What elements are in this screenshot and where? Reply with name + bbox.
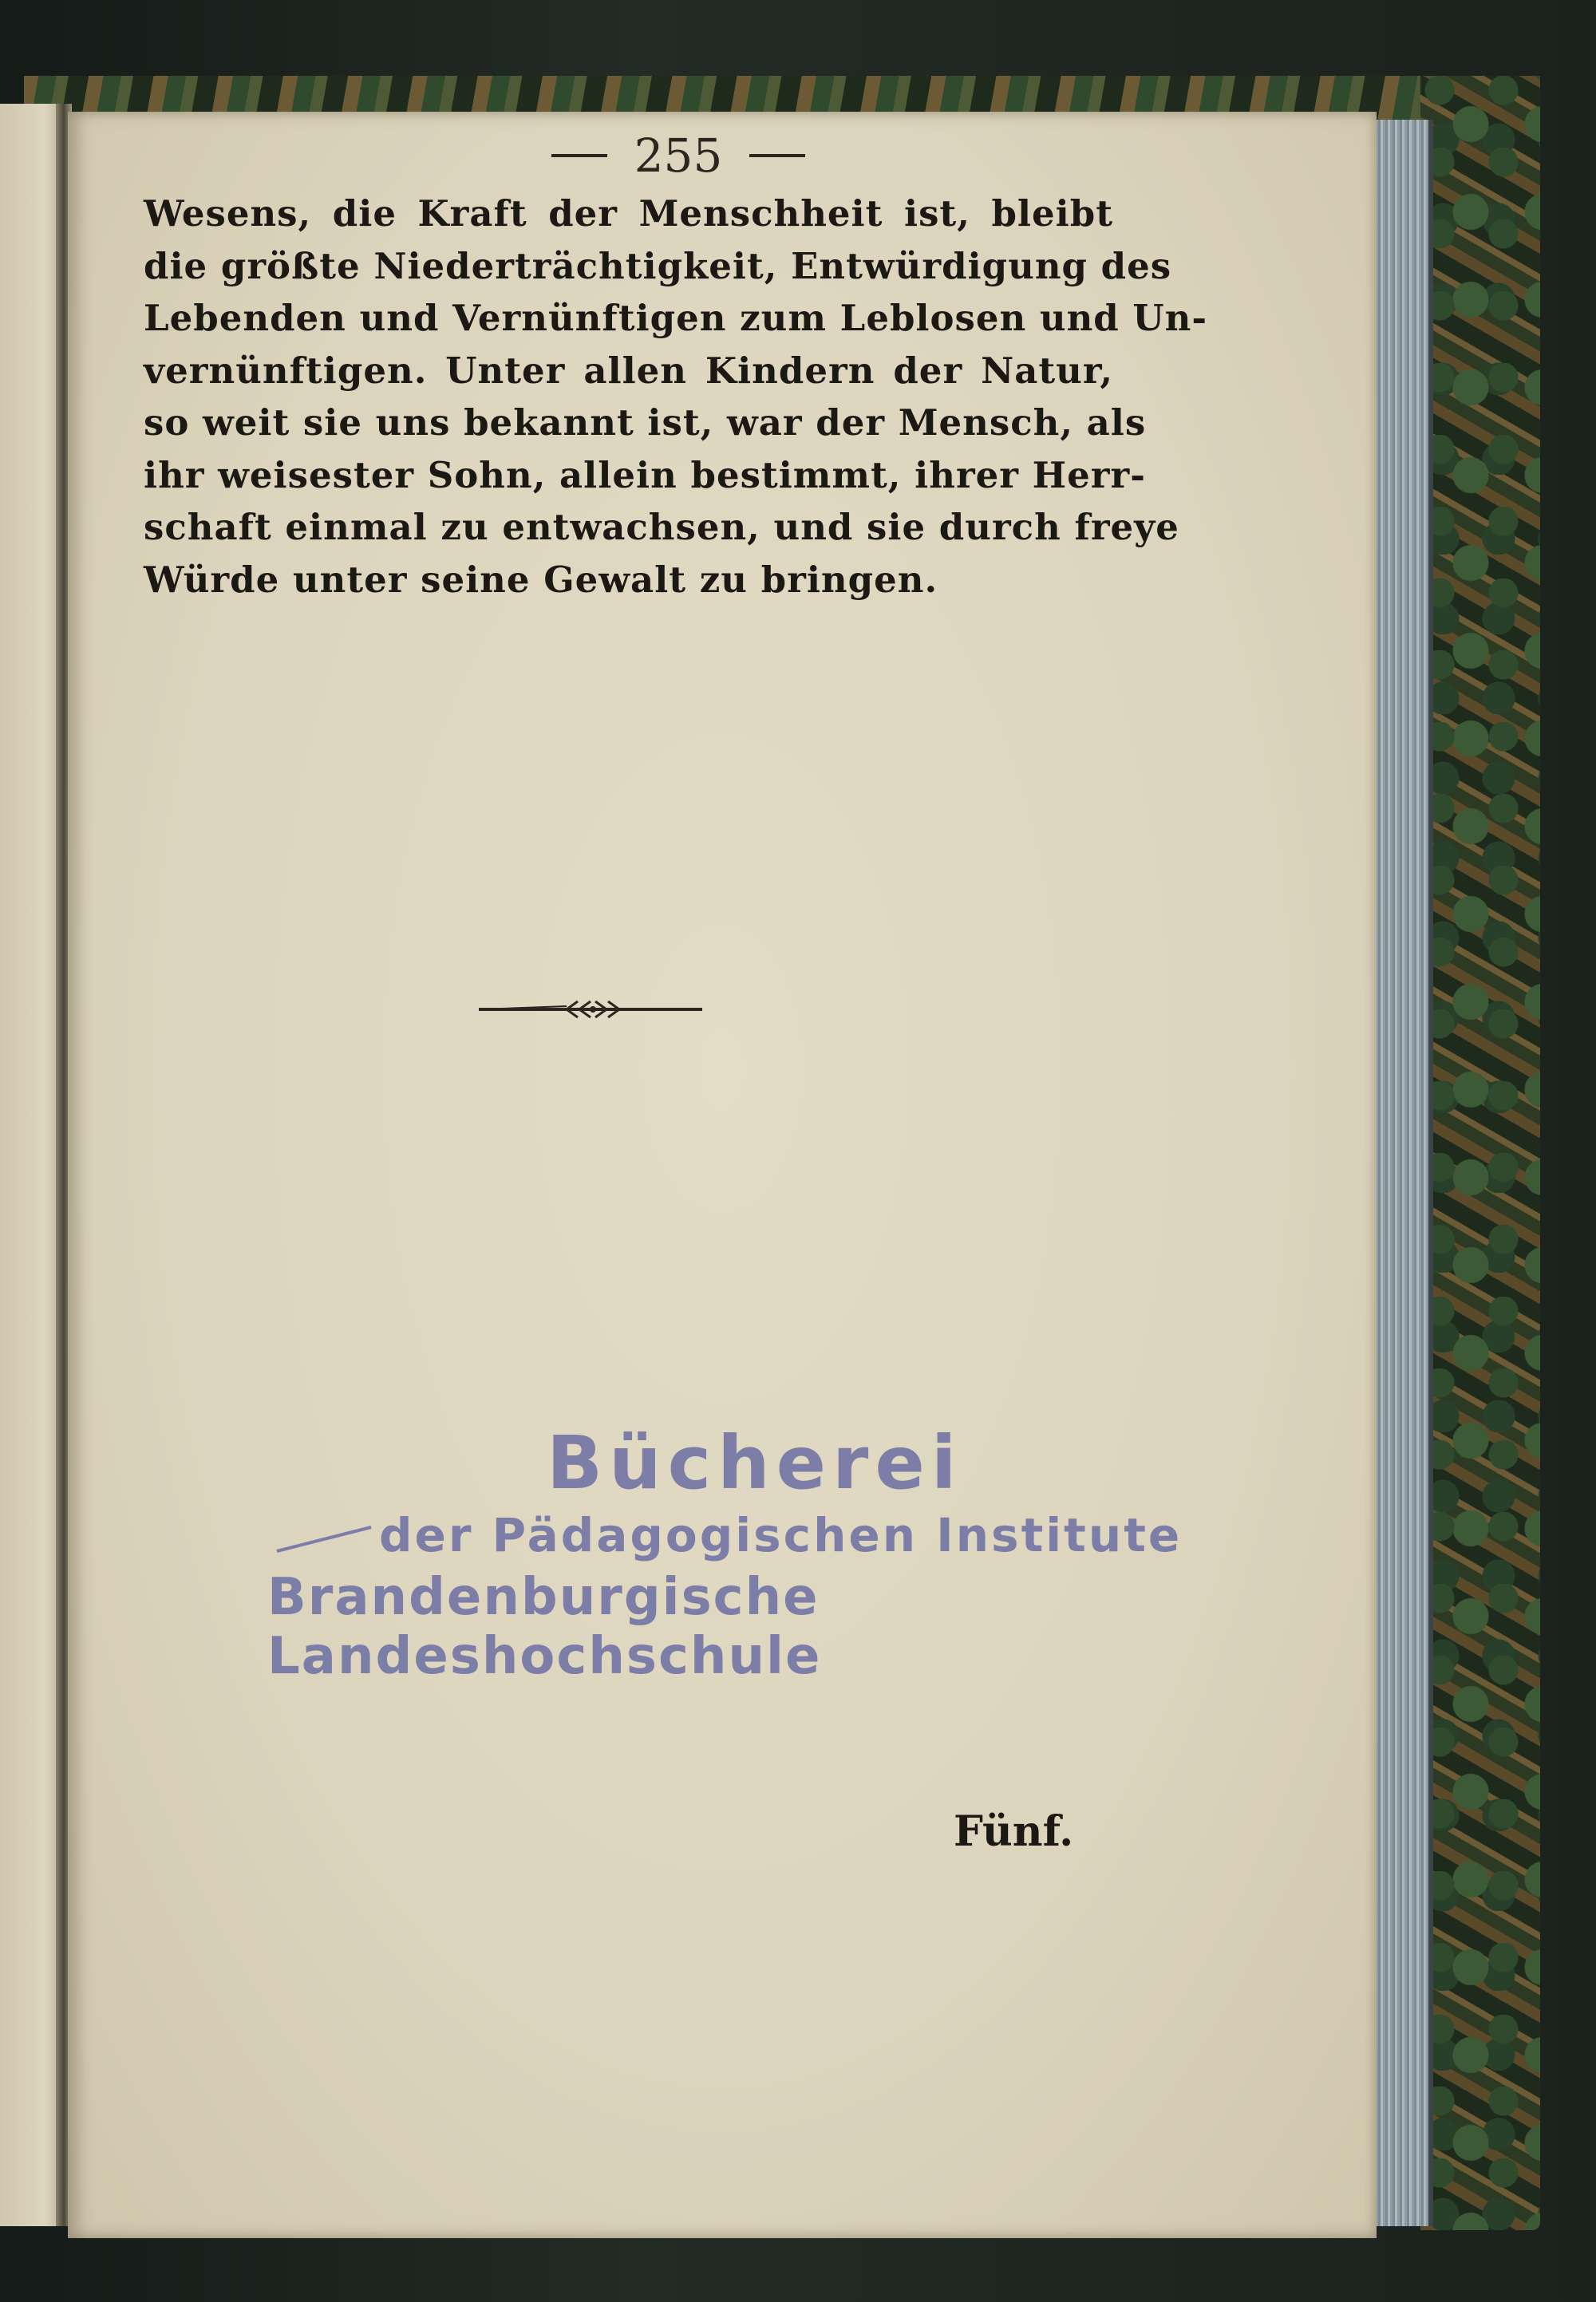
text-line: schaft einmal zu entwachsen, und sie durch freye [144, 506, 1179, 548]
catchword: Fünf. [954, 1807, 1074, 1856]
stamp-line-1: Bücherei [547, 1420, 963, 1506]
stamp-line-2: der Pädagogischen Institute [379, 1508, 1183, 1562]
text-line: die größte Niederträchtigkeit, Entwürdigung des [144, 244, 1172, 287]
header-dash-right [749, 154, 805, 157]
page-edges [1371, 120, 1433, 2226]
text-line: Würde unter seine Gewalt zu bringen. [144, 558, 938, 601]
text-line: vernünftigen. Unter allen Kindern der Natur, [144, 349, 1113, 392]
page-number: 255 [634, 128, 723, 183]
stamp-stroke-icon [275, 1522, 379, 1554]
library-stamp [188, 1420, 1225, 1686]
text-line: Lebenden und Vernünftigen zum Leblosen und Un- [144, 297, 1208, 339]
text-line: ihr weisester Sohn, allein bestimmt, ihrer Herr- [144, 453, 1146, 496]
ornament-divider-icon [471, 993, 710, 1025]
page-header [527, 120, 830, 192]
stamp-line-3: Brandenburgische Landeshochschule [267, 1568, 822, 1686]
text-line: Wesens, die Kraft der Menschheit ist, bleibt [144, 192, 1113, 235]
body-text [144, 188, 1208, 606]
left-facing-page [0, 104, 64, 2226]
header-dash-left [551, 154, 607, 157]
marbled-cover [1420, 76, 1540, 2230]
text-line: so weit sie uns bekannt ist, war der Mensch, als [144, 401, 1147, 444]
